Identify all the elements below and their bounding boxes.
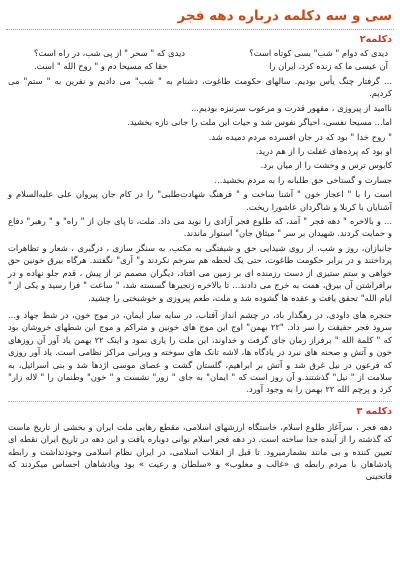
couplet-right-hemistich: آن عیسی ما که زنده کرد، ایران را (269, 61, 388, 71)
paragraph: است را با " اعجاز خون " آشنا ساخت و " فرهنگ شهادت‌طلبی" را در کام جان پیروان علی علیه‌السلام و آشنایان با کربلا و شاگردان عاشورا ریخت. (8, 189, 392, 212)
spacer (6, 304, 394, 307)
paragraph: او بود که پرده‌های غفلت را از هم درید. (255, 146, 392, 157)
paragraph: ... گرفتار چنگ یأس بودیم. سالهای حکومت طاغوت، دشنام به " شب" می دادیم و نفرین به " ستم" می کردیم. (8, 76, 392, 99)
paragraph: دهه فجر ، سرآغاز طلوع اسلام، خاستگاه ارزشهای اسلامی، مقطع رهایی ملت ایران و بخشی از تاریخ ماست که گذشته را از آینده جدا ساخته است. در دهه فجر اسلام نوانی دوباره یافت و این دهه در تاریخ ایران نقطه ای تعیین کننده و بی مانند بشمارمیرود. تا قبل از انقلاب اسلامی، در ایران نظام اسلامی وجودنداشت و رابطه پادشاهان با مردم رابطه ی «غالب و مغلوب» و «سلطان و رعیت » بود وپادشاهان احساس میکردند که فاتحینی (8, 421, 392, 482)
section-heading-3: دکلمه ۳ (356, 405, 392, 417)
poem-couplet (8, 60, 392, 73)
couplet-left-hemistich: حقا که مسیحا دم و " روح الله " است. (34, 61, 168, 71)
paragraph: " روح خدا " بود که در جان افسرده مردم دمیده شد. (208, 131, 392, 142)
paragraph: ... و بالاخره " دهه فجر " آمد، که طلوع فجر آزادی را نوید می داد. ملت، تا پای جان از " راه" و " رهبر" دفاع و حمایت کردند. شهیدان بر سر " میثاق جان" استوار ماندند. (8, 216, 392, 239)
paragraph: حنجره های داودی، در رهگذار باد، در چشم انداز آفتاب، در سایه سار ایمان، در موج خون، در شط جهاد و... سرود فجر حقیقت را سر داد. "۲۲ بهمن" اوج این موج های خونین و متراکم و موج این شطهای خروشان بود که " کلمة الله " برفراز زمان جای گرفت و خداوند، این ملت را یاری نمود و اینک ۲۲ بهمن یاد آور آن روزهای خون و آتش و صحنه های نبرد در یادگاه ها، لاشه تانک های سوخته و ویرانی مراکز نظامی است. یاد آور روزی که فرعون در نیل غرق شد و آتش بر ابراهیم، گلستان گشت و عصای موسی اژدها شد و بنی اسرائیل، به سلامت از " نیل" گذشتند.و آن روز است که " ایمان" به جای " زور" نشست و " خون" وطنمان را " لاله زار" کرد و پرچم الله ۲۲ بهمن را به وجود آورد. (8, 309, 392, 395)
paragraph: اما... مسیحا نفسی، احیاگر نفوس شد و حیات این ملت را جانی تازه بخشید. (127, 117, 392, 128)
paragraph: ناامید از پیروزی ، مقهور قدرت و مرعوب سرنیزه بودیم... (190, 102, 392, 113)
article-title: سی و سه دکلمه درباره دهه فجر (6, 4, 394, 30)
paragraph: کابوس ترس و وحشت را از میان برد. (260, 160, 392, 171)
couplet-left-hemistich: دیدی که " سحر " از پی شب، در راه است؟ (34, 48, 186, 58)
poem-couplets (6, 47, 394, 73)
paragraph: جانبازان، روز و شب، از روی شیدایی حق و شیفتگی به مکتب، به سنگر سازی ، درگیری ، شعار و تظاهرات پرداختند و در برابر حکومت طاغوت، حتی یک لحظه هم سرخم نکردند و" آری" نگفتند. هرگاه بیرق خونین حق خواهی و ستم ستیزی از دست رزمنده ای بر زمین می افتاد، دیگران مصمم تر از پیش ، قدم جلو نهاده و در برافراشتن آن بیرق، همت به خرج می دادند... تا بالاخره زنجیرها گسسته شد، " ساعت " فرا رسید و یکی از " ایام الله" تحقق یافت و عقده ها گشوده شد و ملت، طعم پیروزی و خوشبختی را چشید. (8, 242, 392, 303)
poem-couplet (8, 47, 392, 60)
paragraph: جسارت و گستاخی حق طلبانه را به مردم بخشید... (214, 174, 392, 185)
section-heading-2: دکلمه۲ (359, 34, 392, 45)
couplet-right-hemistich: دیدی که دوام " شب" بسی کوتاه است؟ (249, 48, 388, 58)
section-divider (8, 401, 392, 402)
